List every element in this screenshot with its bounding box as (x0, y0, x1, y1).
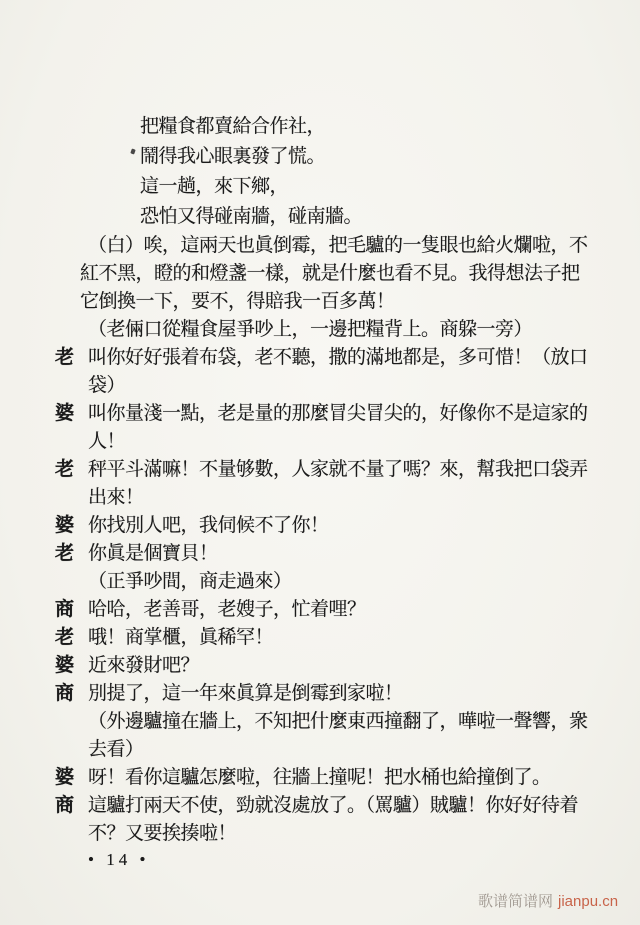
speaker-label: 商 (55, 683, 75, 704)
page-number: • 14 • (88, 850, 150, 869)
speech-line: 叫你好好張着布袋，老不聽，撒的滿地都是，多可惜！（放口 (88, 347, 588, 368)
verse-line: 恐怕又得碰南牆，碰南牆。 (140, 206, 363, 227)
speech-line: 出來！ (88, 487, 144, 508)
dialogue-block (0, 232, 640, 848)
speaker-label: 婆 (55, 515, 75, 536)
stage-direction (0, 708, 640, 764)
speech (0, 540, 640, 568)
stage-direction (0, 316, 640, 344)
speech-line: 近來發財吧？ (88, 655, 200, 676)
speech (0, 652, 640, 680)
speech-line: 去看） (88, 739, 144, 760)
speech-line: 你眞是個寶貝！ (88, 543, 218, 564)
speech-line: 叫你量淺一點，老是量的那麼冒尖冒尖的，好像你不是這家的 (88, 403, 588, 424)
speech (0, 596, 640, 624)
speech (0, 764, 640, 792)
verse-line: 這一趟，來下鄉， (140, 176, 289, 197)
verse-line: 鬧得我心眼裏發了慌。 (140, 146, 326, 167)
speech-line: 呀！看你這驢怎麼啦，往牆上撞呢！把水桶也給撞倒了。 (88, 767, 551, 788)
speech-line: 你找別人吧，我伺候不了你！ (88, 515, 329, 536)
speech (0, 624, 640, 652)
speaker-label: 商 (55, 599, 75, 620)
speech (0, 344, 640, 400)
watermark-site-name: 歌谱简谱网 (478, 893, 554, 910)
speech-line: （白）唉，這兩天也眞倒霉，把毛驢的一隻眼也給火爛啦，不 (88, 235, 588, 256)
speaker-label: 婆 (55, 403, 75, 424)
speech-line: 袋） (88, 375, 126, 396)
stage-direction (0, 232, 640, 316)
speech-line: 秤平斗滿嘛！不量够數，人家就不量了嗎？來，幫我把口袋弄 (88, 459, 588, 480)
speech-line: 紅不黑，瞪的和燈盞一樣，就是什麼也看不見。我得想法子把 (80, 263, 580, 284)
verse-block (140, 112, 362, 232)
speech-line: 哦！商掌櫃，眞稀罕！ (88, 627, 274, 648)
speech-line: 人！ (88, 431, 126, 452)
speech-line: （外邊驢撞在牆上，不知把什麼東西撞翻了，嘩啦一聲響，衆 (88, 711, 588, 732)
speech-line: 不？又要挨揍啦！ (88, 823, 237, 844)
ink-speck-artifact (130, 148, 135, 154)
speech (0, 680, 640, 708)
speech-line: 別提了，這一年來眞算是倒霉到家啦！ (88, 683, 403, 704)
speaker-label: 老 (55, 459, 75, 480)
speaker-label: 老 (55, 347, 75, 368)
speech-line: 它倒換一下，要不，得賠我一百多萬！ (80, 291, 395, 312)
speaker-label: 婆 (55, 767, 75, 788)
speech (0, 400, 640, 456)
speaker-label: 老 (55, 543, 75, 564)
watermark-site-url: jianpu.cn (558, 893, 619, 910)
speaker-label: 商 (55, 795, 75, 816)
verse-line: 把糧食都賣給合作社， (140, 116, 326, 137)
speech-line: （老倆口從糧食屋爭吵上，一邊把糧背上。商躱一旁） (88, 319, 533, 340)
speaker-label: 婆 (55, 655, 75, 676)
watermark (478, 891, 618, 913)
speech (0, 792, 640, 848)
speech-line: 哈哈，老善哥，老嫂子，忙着哩？ (88, 599, 366, 620)
speaker-label: 老 (55, 627, 75, 648)
speech-line: 這驢打兩天不使，勁就沒處放了。（罵驢）賊驢！你好好待着 (88, 795, 579, 816)
speech-line: （正爭吵間，商走過來） (88, 571, 292, 592)
speech (0, 456, 640, 512)
speech (0, 512, 640, 540)
stage-direction (0, 568, 640, 596)
